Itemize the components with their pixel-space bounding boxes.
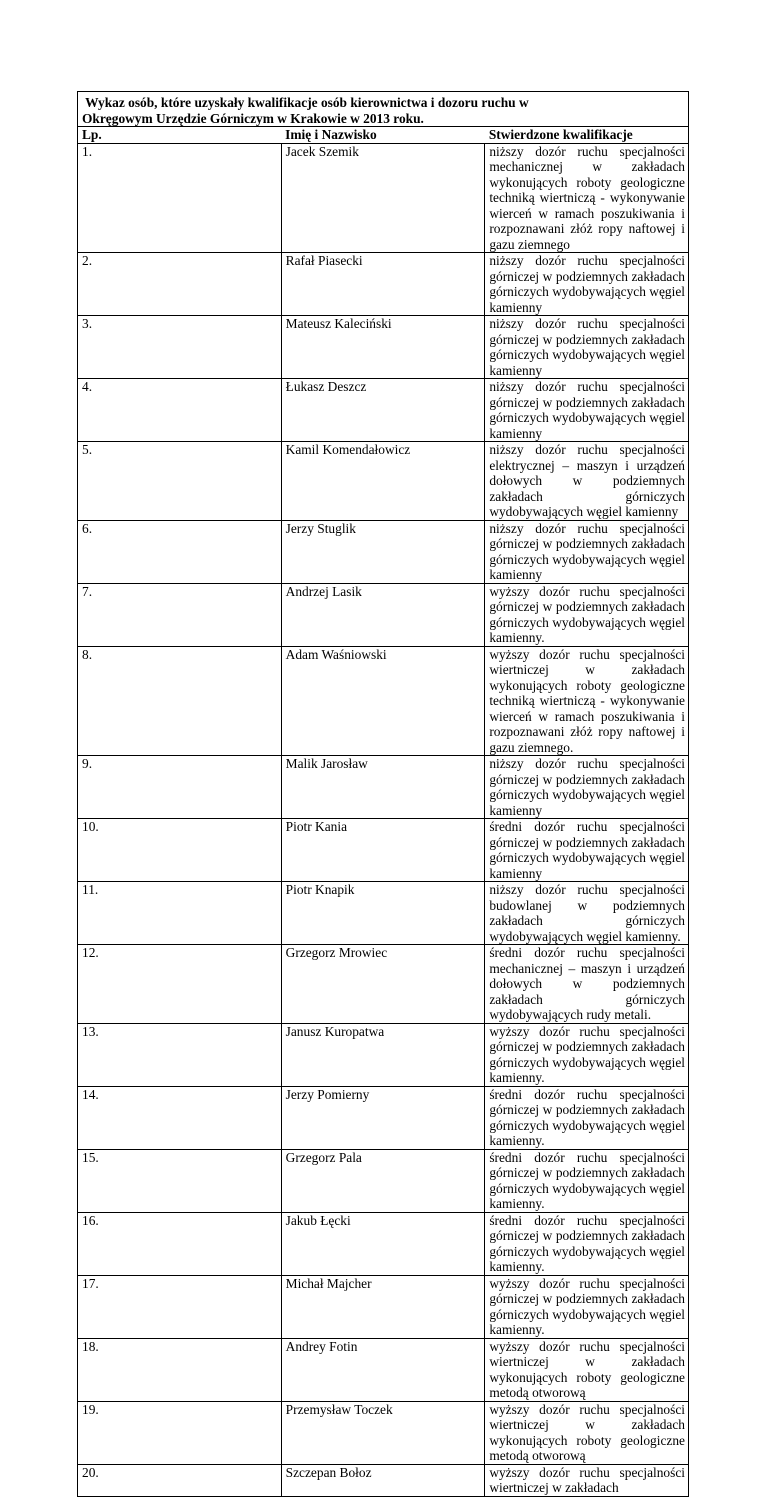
row-lp: 4.	[78, 379, 282, 442]
row-name: Grzegorz Pala	[281, 1149, 485, 1212]
row-lp: 19.	[78, 1401, 282, 1464]
row-qualification: średni dozór ruchu specjalności górniczej w podziemnych zakładach górniczych wydobywających węgiel kamienny.	[485, 1149, 689, 1212]
table-row	[78, 945, 689, 1024]
header-qualification: Stwierdzone kwalifikacje	[485, 127, 689, 144]
header-lp: Lp.	[78, 127, 282, 144]
row-name: Kamil Komendałowicz	[281, 442, 485, 521]
row-qualification: wyższy dozór ruchu specjalności wiertniczej w zakładach wykonujących roboty geologiczne techniką wiertniczą - wykonywanie wierceń w ramach poszukiwania i rozpoznawani złóż ropy naftowej i gazu ziemnego.	[485, 646, 689, 756]
row-qualification: niższy dozór ruchu specjalności górniczej w podziemnych zakładach górniczych wydobywających węgiel kamienny	[485, 253, 689, 316]
row-name: Michał Majcher	[281, 1275, 485, 1338]
row-lp: 20.	[78, 1464, 282, 1496]
row-name: Andrey Fotin	[281, 1338, 485, 1401]
table-row	[78, 520, 689, 583]
row-qualification: wyższy dozór ruchu specjalności wiertniczej w zakładach wykonujących roboty geologiczne metodą otworową	[485, 1338, 689, 1401]
row-name: Jerzy Pomierny	[281, 1086, 485, 1149]
table-row	[78, 819, 689, 882]
row-name: Piotr Kania	[281, 819, 485, 882]
row-lp: 5.	[78, 442, 282, 521]
row-lp: 16.	[78, 1212, 282, 1275]
row-name: Jakub Łęcki	[281, 1212, 485, 1275]
row-qualification: wyższy dozór ruchu specjalności wiertniczej w zakładach	[485, 1464, 689, 1496]
title-row	[78, 92, 689, 127]
row-lp: 15.	[78, 1149, 282, 1212]
row-name: Rafał Piasecki	[281, 253, 485, 316]
row-name: Piotr Knapik	[281, 882, 485, 945]
row-name: Szczepan Bołoz	[281, 1464, 485, 1496]
row-name: Jerzy Stuglik	[281, 520, 485, 583]
row-lp: 13.	[78, 1023, 282, 1086]
row-name: Malik Jarosław	[281, 756, 485, 819]
table-row	[78, 379, 689, 442]
row-lp: 12.	[78, 945, 282, 1024]
row-lp: 8.	[78, 646, 282, 756]
table-row	[78, 1023, 689, 1086]
table-row	[78, 882, 689, 945]
row-name: Grzegorz Mrowiec	[281, 945, 485, 1024]
row-name: Łukasz Deszcz	[281, 379, 485, 442]
table-row	[78, 1212, 689, 1275]
table-row	[78, 646, 689, 756]
table-row	[78, 143, 689, 253]
row-lp: 18.	[78, 1338, 282, 1401]
row-lp: 9.	[78, 756, 282, 819]
row-lp: 10.	[78, 819, 282, 882]
row-lp: 3.	[78, 316, 282, 379]
table-row	[78, 442, 689, 521]
row-qualification: wyższy dozór ruchu specjalności górniczej w podziemnych zakładach górniczych wydobywających węgiel kamienny.	[485, 583, 689, 646]
document-page	[77, 91, 689, 1497]
row-qualification: wyższy dozór ruchu specjalności górniczej w podziemnych zakładach górniczych wydobywających węgiel kamienny.	[485, 1023, 689, 1086]
row-qualification: średni dozór ruchu specjalności górniczej w podziemnych zakładach górniczych wydobywających węgiel kamienny	[485, 819, 689, 882]
table-row	[78, 583, 689, 646]
row-qualification: średni dozór ruchu specjalności górniczej w podziemnych zakładach górniczych wydobywających węgiel kamienny.	[485, 1086, 689, 1149]
row-lp: 2.	[78, 253, 282, 316]
header-row	[78, 127, 689, 144]
row-name: Mateusz Kaleciński	[281, 316, 485, 379]
header-name: Imię i Nazwisko	[281, 127, 485, 144]
row-qualification: średni dozór ruchu specjalności mechanicznej – maszyn i urządzeń dołowych w podziemnych zakładach górniczych wydobywających rudy metali.	[485, 945, 689, 1024]
table-row	[78, 1338, 689, 1401]
row-lp: 7.	[78, 583, 282, 646]
row-name: Przemysław Toczek	[281, 1401, 485, 1464]
qualifications-table	[77, 91, 689, 1497]
row-qualification: niższy dozór ruchu specjalności górniczej w podziemnych zakładach górniczych wydobywających węgiel kamienny	[485, 756, 689, 819]
row-name: Adam Waśniowski	[281, 646, 485, 756]
row-qualification: niższy dozór ruchu specjalności mechanicznej w zakładach wykonujących roboty geologiczne techniką wiertniczą - wykonywanie wierceń w ramach poszukiwania i rozpoznawani złóż ropy naftowej i gazu ziemnego	[485, 143, 689, 253]
row-lp: 1.	[78, 143, 282, 253]
table-row	[78, 1149, 689, 1212]
table-row	[78, 1275, 689, 1338]
row-qualification: niższy dozór ruchu specjalności budowlanej w podziemnych zakładach górniczych wydobywających węgiel kamienny.	[485, 882, 689, 945]
document-title	[78, 92, 689, 127]
row-name: Jacek Szemik	[281, 143, 485, 253]
table-row	[78, 756, 689, 819]
row-qualification: wyższy dozór ruchu specjalności wiertniczej w zakładach wykonujących roboty geologiczne metodą otworową	[485, 1401, 689, 1464]
table-row	[78, 316, 689, 379]
row-qualification: niższy dozór ruchu specjalności górniczej w podziemnych zakładach górniczych wydobywających węgiel kamienny	[485, 316, 689, 379]
row-qualification: niższy dozór ruchu specjalności górniczej w podziemnych zakładach górniczych wydobywających węgiel kamienny	[485, 379, 689, 442]
table-row	[78, 1086, 689, 1149]
row-qualification: wyższy dozór ruchu specjalności górniczej w podziemnych zakładach górniczych wydobywających węgiel kamienny.	[485, 1275, 689, 1338]
row-lp: 11.	[78, 882, 282, 945]
table-row	[78, 1401, 689, 1464]
row-name: Janusz Kuropatwa	[281, 1023, 485, 1086]
table-row	[78, 253, 689, 316]
row-qualification: średni dozór ruchu specjalności górniczej w podziemnych zakładach górniczych wydobywających węgiel kamienny.	[485, 1212, 689, 1275]
row-lp: 6.	[78, 520, 282, 583]
row-qualification: niższy dozór ruchu specjalności elektrycznej – maszyn i urządzeń dołowych w podziemnych zakładach górniczych wydobywających węgiel kamienny	[485, 442, 689, 521]
row-name: Andrzej Lasik	[281, 583, 485, 646]
row-qualification: niższy dozór ruchu specjalności górniczej w podziemnych zakładach górniczych wydobywających węgiel kamienny	[485, 520, 689, 583]
title-line-1: Wykaz osób, które uzyskały kwalifikacje osób kierownictwa i dozoru ruchu w	[82, 95, 529, 110]
title-line-2: Okręgowym Urzędzie Górniczym w Krakowie w 2013 roku.	[82, 110, 424, 126]
row-lp: 17.	[78, 1275, 282, 1338]
row-lp: 14.	[78, 1086, 282, 1149]
table-row	[78, 1464, 689, 1496]
